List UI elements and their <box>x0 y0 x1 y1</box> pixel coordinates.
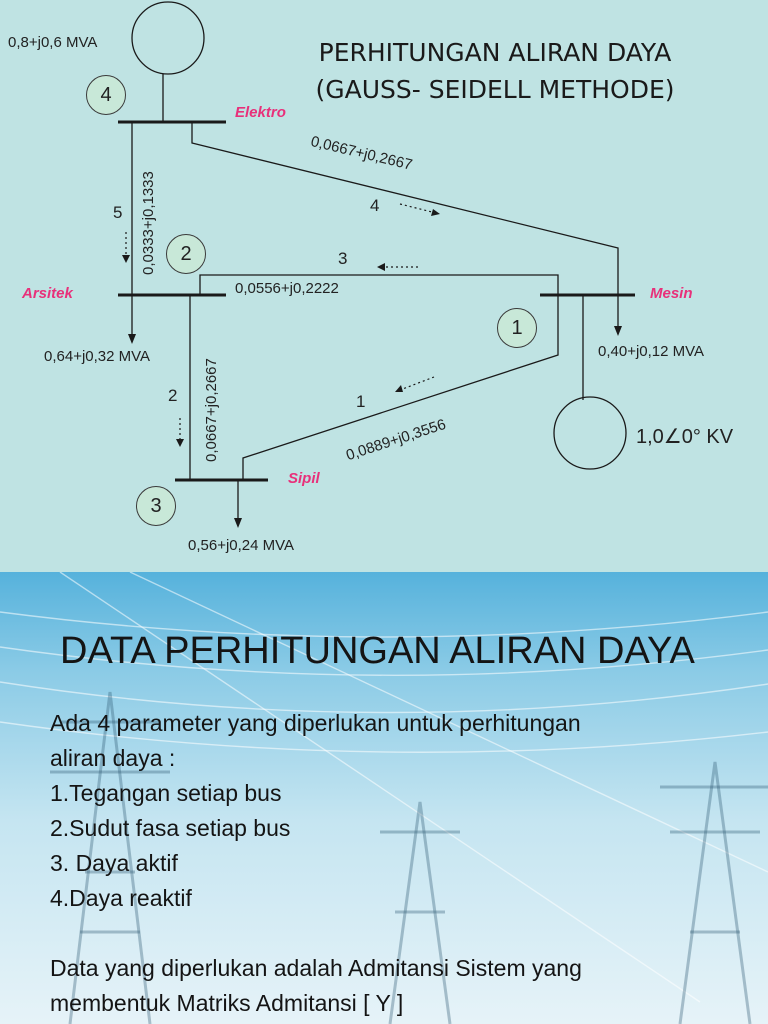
source-voltage-label: 1,0∠0° KV <box>636 426 734 448</box>
data-slide <box>0 572 768 1024</box>
load-arsitek: 0,64+j0,32 MVA <box>44 348 151 365</box>
load-sipil: 0,56+j0,24 MVA <box>188 537 295 554</box>
intro-line-1: Ada 4 parameter yang diperlukan untuk perhitungan <box>50 710 581 736</box>
bus-label-sipil: Sipil <box>288 470 320 487</box>
line-5-number: 5 <box>113 203 123 222</box>
mesin-source-icon <box>554 397 626 469</box>
elektro-generator-icon <box>132 2 204 74</box>
line-4 <box>192 122 618 330</box>
node-4-badge: 4 <box>86 75 126 115</box>
load-mesin: 0,40+j0,12 MVA <box>598 343 705 360</box>
line-2-impedance: 0,0667+j0,2667 <box>203 358 220 462</box>
diagram-title-line1: PERHITUNGAN ALIRAN DAYA <box>318 38 672 67</box>
slide-body <box>50 706 582 1021</box>
intro-line-2: aliran daya : <box>50 745 176 771</box>
load-elektro: 0,8+j0,6 MVA <box>8 34 98 51</box>
line-3-impedance: 0,0556+j0,2222 <box>235 280 339 297</box>
diagram-title <box>270 34 720 108</box>
line-1-number: 1 <box>356 392 366 411</box>
bus-label-arsitek: Arsitek <box>22 285 73 302</box>
slide-title: DATA PERHITUNGAN ALIRAN DAYA <box>60 630 695 672</box>
bus-label-mesin: Mesin <box>650 285 693 302</box>
footer-line-1: Data yang diperlukan adalah Admitansi Sistem yang <box>50 955 582 981</box>
node-3-badge: 3 <box>136 486 176 526</box>
list-item: 3. Daya aktif <box>50 850 178 876</box>
node-1-badge: 1 <box>497 308 537 348</box>
line-4-number: 4 <box>370 196 380 215</box>
line-1-impedance: 0,0889+j0,3556 <box>344 415 449 465</box>
line-5-impedance: 0,0333+j0,1333 <box>140 171 157 275</box>
footer-line-2: membentuk Matriks Admitansi [ Y ] <box>50 990 404 1016</box>
line-4-impedance: 0,0667+j0,2667 <box>309 133 414 174</box>
node-2-badge: 2 <box>166 234 206 274</box>
list-item: 1.Tegangan setiap bus <box>50 780 282 806</box>
bus-label-elektro: Elektro <box>235 104 286 121</box>
diagram-title-line2: (GAUSS- SEIDELL METHODE) <box>315 75 675 104</box>
list-item: 2.Sudut fasa setiap bus <box>50 815 291 841</box>
line-3-number: 3 <box>338 249 348 268</box>
list-item: 4.Daya reaktif <box>50 885 192 911</box>
line-2-number: 2 <box>168 386 178 405</box>
